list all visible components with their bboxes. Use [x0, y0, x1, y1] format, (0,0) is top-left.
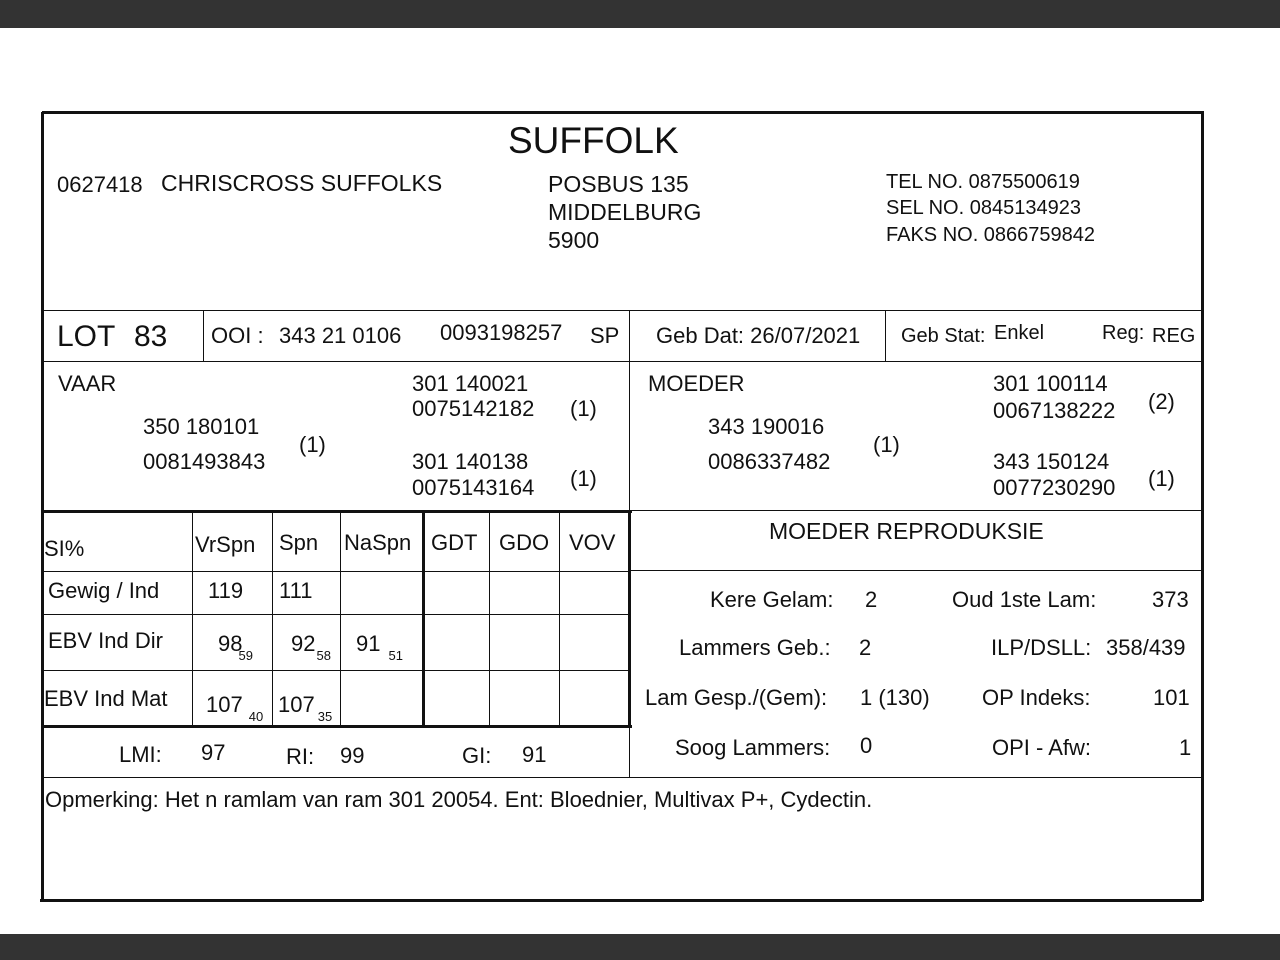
si-row3-vrspn-acc: 40 [248, 709, 264, 724]
lmi-label: LMI: [119, 742, 162, 767]
vaar-sire-count: (1) [570, 396, 597, 421]
rule-si-row2-bottom [42, 670, 630, 671]
si-row3-vrspn-cell [206, 692, 264, 724]
owner-id: 0627418 [57, 172, 143, 197]
lammers-geb-value: 2 [859, 635, 872, 660]
opi-value: 1 [1179, 735, 1192, 760]
si-row2-spn-cell [291, 631, 331, 663]
rule-pedigree-bottom-right [630, 510, 1202, 511]
lot-label: LOT [57, 320, 116, 353]
vaar-dam-reg: 0075143164 [412, 475, 535, 500]
rule-si-right [628, 512, 631, 727]
rule-si-table-bottom [42, 725, 632, 728]
lam-gesp-label: Lam Gesp./(Gem): [645, 685, 828, 710]
moeder-label: MOEDER [648, 371, 745, 396]
moeder-id: 343 190016 [708, 414, 825, 439]
si-row3-vrspn: 107 [206, 692, 243, 717]
card-border-left [41, 112, 44, 901]
faks-number: FAKS NO. 0866759842 [886, 224, 1096, 246]
si-header-spn: Spn [279, 530, 319, 555]
address-line-1: POSBUS 135 [548, 171, 689, 197]
opi-label: OPI - Afw: [992, 735, 1092, 760]
si-row2-spn: 92 [291, 631, 316, 656]
kere-gelam-value: 2 [865, 587, 878, 612]
repro-title: MOEDER REPRODUKSIE [769, 518, 1044, 544]
ri-label: RI: [286, 744, 315, 769]
oud-value: 373 [1152, 587, 1189, 612]
rule-remark-top [42, 777, 1202, 778]
rule-si-col3 [340, 512, 341, 727]
oud-label: Oud 1ste Lam: [952, 587, 1097, 612]
si-row2-label: EBV Ind Dir [48, 628, 163, 653]
gi-label: GI: [462, 743, 492, 768]
sel-number: SEL NO. 0845134923 [886, 197, 1081, 219]
rule-si-row1-bottom [42, 614, 630, 615]
lammers-geb-label: Lammers Geb.: [679, 635, 831, 660]
ilp-label: ILP/DSLL: [991, 635, 1092, 660]
moeder-sire-id: 301 100114 [993, 371, 1108, 396]
si-row2-vrspn-cell [218, 631, 253, 663]
address-line-3: 5900 [548, 227, 600, 253]
si-row2-naspn-cell [356, 631, 403, 663]
si-header-label: SI% [44, 536, 85, 561]
op-value: 101 [1153, 685, 1190, 710]
si-row3-spn-acc: 35 [317, 709, 333, 724]
moeder-dam-count: (1) [1148, 466, 1175, 491]
si-row2-naspn-acc: 51 [388, 648, 403, 663]
birth-status: Enkel [994, 322, 1045, 344]
rule-lot-divider [203, 311, 204, 361]
soog-label: Soog Lammers: [675, 735, 831, 760]
card-border-top [42, 111, 1204, 114]
si-header-vov: VOV [569, 530, 616, 555]
si-row3-spn: 107 [278, 692, 315, 717]
vaar-reg: 0081493843 [143, 449, 266, 474]
vaar-sire-reg: 0075142182 [412, 396, 535, 421]
moeder-reg: 0086337482 [708, 449, 831, 474]
rule-gebdat-divider [885, 311, 886, 361]
card-border-bottom [40, 899, 1202, 902]
tel-number: TEL NO. 0875500619 [886, 171, 1080, 193]
si-row1-label: Gewig / Ind [48, 578, 160, 603]
si-header-gdt: GDT [431, 530, 478, 555]
si-row2-spn-acc: 58 [316, 648, 331, 663]
breed-code: SP [590, 323, 620, 348]
reg-label: Reg: [1102, 322, 1145, 344]
rule-lot-bottom [42, 361, 1202, 362]
si-row2-vrspn-acc: 59 [238, 648, 253, 663]
owner-name: CHRISCROSS SUFFOLKS [161, 170, 443, 196]
si-row1-vrspn: 119 [208, 578, 244, 603]
moeder-count: (1) [873, 432, 900, 457]
ri-value: 99 [340, 743, 365, 768]
lam-gesp-value: 1 (130) [860, 685, 930, 710]
moeder-sire-reg: 0067138222 [993, 398, 1116, 423]
reg-value: REG [1152, 325, 1196, 347]
si-row3-label: EBV Ind Mat [44, 686, 168, 711]
rule-si-col5 [489, 512, 490, 727]
vaar-count: (1) [299, 432, 326, 457]
rule-repro-title-bottom [630, 570, 1202, 571]
vaar-sire-id: 301 140021 [412, 371, 529, 396]
si-row1-spn: 111 [279, 578, 313, 603]
remark-text: Opmerking: Het n ramlam van ram 301 20054. Ent: Bloednier, Multivax P+, Cydectin. [45, 787, 873, 812]
si-row3-spn-cell [278, 692, 333, 724]
kere-gelam-label: Kere Gelam: [710, 587, 834, 612]
moeder-dam-id: 343 150124 [993, 449, 1110, 474]
moeder-sire-count: (2) [1148, 389, 1175, 414]
si-header-vrspn: VrSpn [195, 532, 256, 557]
rule-header-bottom [42, 310, 1202, 311]
card-border-right [1201, 112, 1204, 901]
gi-value: 91 [522, 742, 547, 767]
rule-si-header-bottom [42, 571, 630, 572]
breed-title: SUFFOLK [508, 120, 679, 161]
ooi-reg: 0093198257 [440, 320, 563, 345]
si-header-naspn: NaSpn [344, 530, 412, 555]
vaar-label: VAAR [58, 371, 117, 396]
birth-date: Geb Dat: 26/07/2021 [656, 323, 861, 348]
vaar-id: 350 180101 [143, 414, 260, 439]
si-row2-naspn: 91 [356, 631, 381, 656]
rule-si-col1 [192, 512, 193, 727]
vaar-dam-id: 301 140138 [412, 449, 529, 474]
address-line-2: MIDDELBURG [548, 199, 702, 225]
lmi-value: 97 [201, 740, 226, 765]
ooi-label: OOI : [211, 323, 264, 348]
rule-si-col2 [272, 512, 273, 727]
moeder-dam-reg: 0077230290 [993, 475, 1116, 500]
birth-status-label: Geb Stat: [901, 325, 986, 347]
vaar-dam-count: (1) [570, 466, 597, 491]
op-label: OP Indeks: [982, 685, 1091, 710]
rule-si-col6 [559, 512, 560, 727]
ooi-id: 343 21 0106 [279, 323, 402, 348]
si-header-gdo: GDO [499, 530, 550, 555]
rule-pedigree-bottom-left [42, 510, 632, 513]
soog-value: 0 [860, 733, 873, 758]
ilp-value: 358/439 [1106, 635, 1186, 660]
rule-si-col4 [422, 512, 425, 727]
si-row2-vrspn: 98 [218, 631, 243, 656]
lot-number: 83 [134, 320, 168, 353]
